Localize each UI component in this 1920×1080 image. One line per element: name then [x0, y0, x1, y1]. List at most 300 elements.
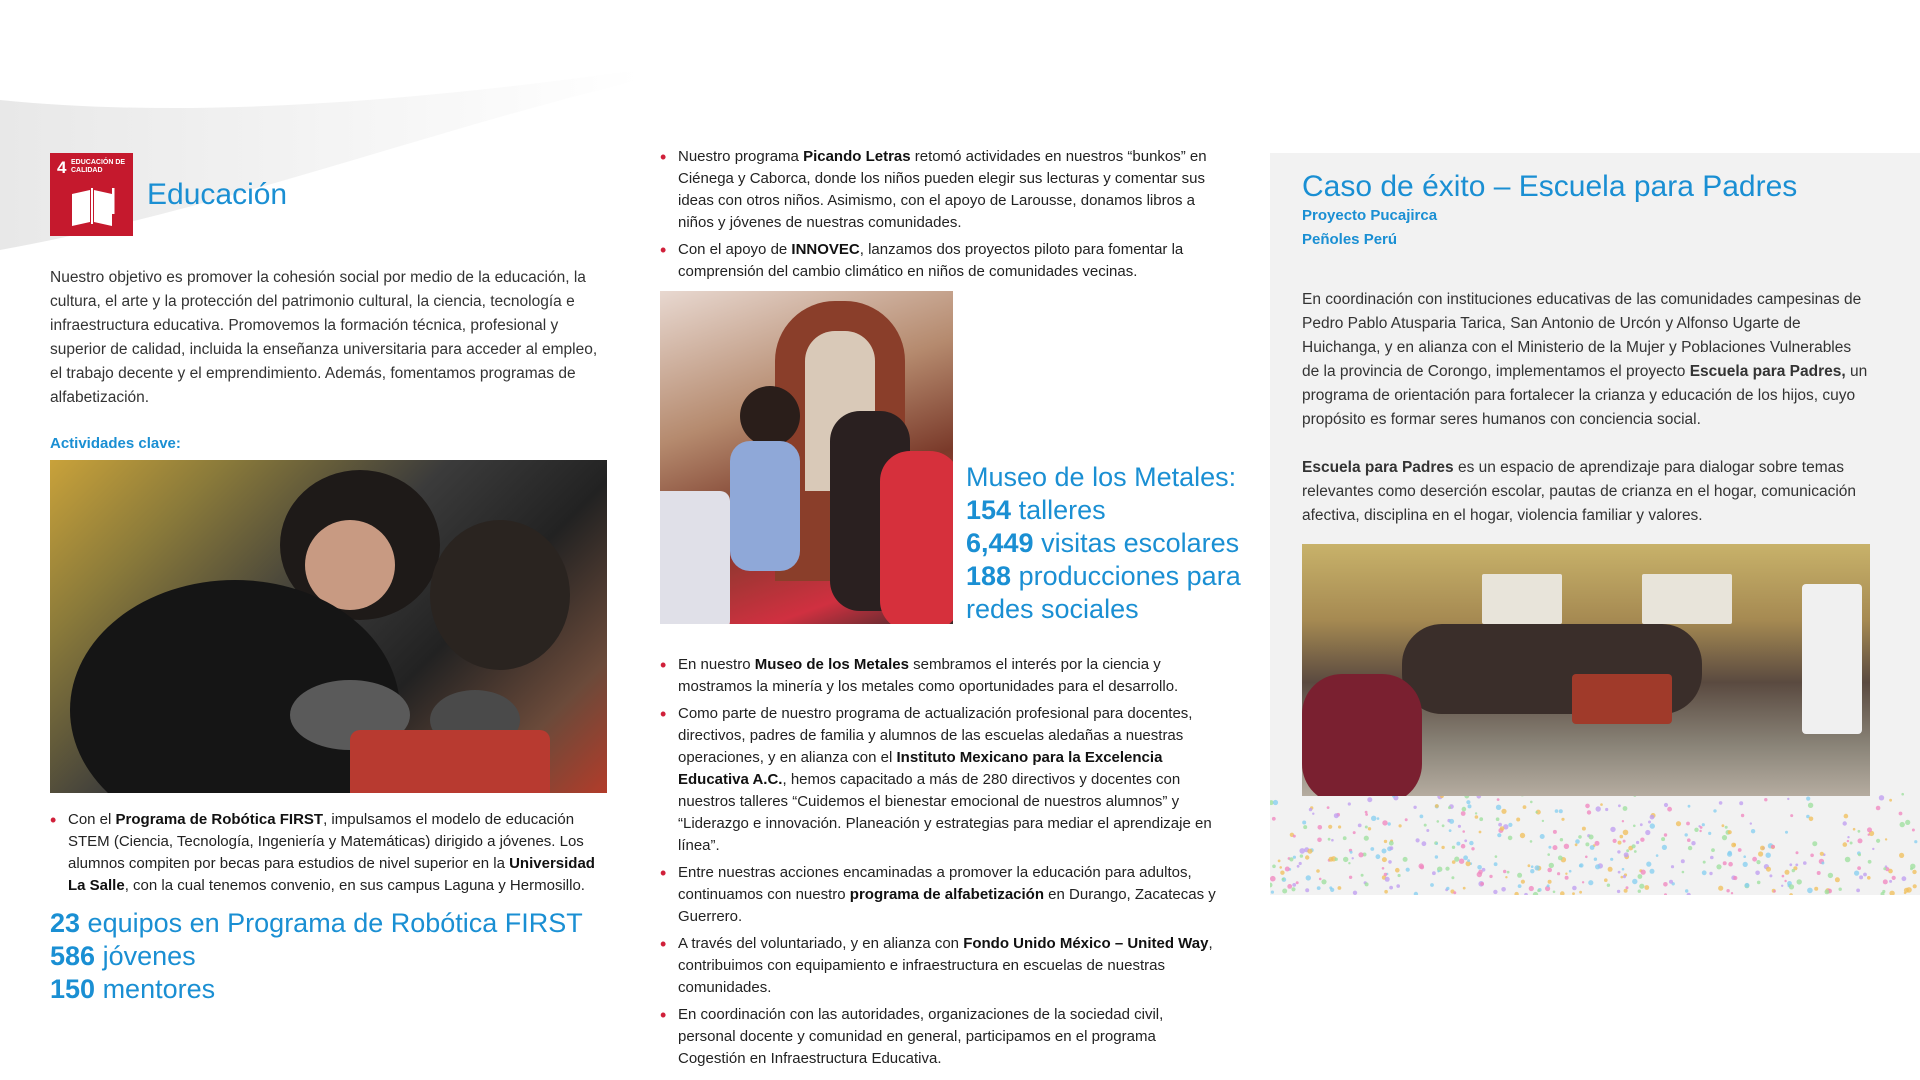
confetti-dot	[1500, 826, 1505, 831]
confetti-dot	[1688, 846, 1692, 850]
confetti-dot	[1498, 823, 1502, 827]
confetti-dot	[1889, 891, 1894, 895]
confetti-dot	[1382, 867, 1385, 870]
confetti-dot	[1806, 797, 1810, 801]
confetti-dot	[1461, 844, 1466, 849]
confetti-dot	[1582, 881, 1584, 883]
confetti-dot	[1384, 873, 1387, 876]
confetti-dot	[1309, 808, 1312, 811]
confetti-dot	[1622, 820, 1624, 822]
confetti-dot	[1743, 855, 1746, 858]
confetti-dot	[1905, 820, 1910, 825]
confetti-dot	[1812, 841, 1817, 846]
confetti-dot	[1508, 823, 1512, 827]
confetti-dot	[1787, 798, 1789, 800]
key-activities-heading: Actividades clave:	[50, 435, 181, 452]
confetti-dot	[1688, 805, 1691, 808]
confetti-dot	[1632, 844, 1636, 848]
confetti-dot	[1867, 827, 1872, 832]
confetti-dot	[1424, 824, 1427, 827]
confetti-dot	[1641, 870, 1646, 875]
confetti-dot	[1319, 878, 1322, 881]
confetti-dot	[1282, 878, 1285, 881]
case-study-column	[1302, 170, 1872, 796]
confetti-dot	[1463, 855, 1468, 860]
confetti-dot	[1365, 882, 1369, 886]
confetti-dot	[1728, 862, 1733, 867]
confetti-dot	[1318, 825, 1323, 830]
confetti-dot	[1420, 815, 1424, 819]
confetti-dot	[1703, 861, 1706, 864]
confetti-dot	[1533, 892, 1538, 895]
confetti-dot	[1719, 801, 1723, 805]
case-paragraph: En coordinación con instituciones educativas de las comunidades campesinas de Pedro Pablo Atusparia Tarica, San Antonio de Urcón y Alfonso Ugarte de Huichanga, y en alianza con el Ministerio de la Mujer y Poblaciones Vulnerables de la provincia de Corongo, implementamos el proyecto Escuela para Padres, un programa de orientación para fortalecer la crianza y educación de los hijos, cuyo propósito es formar seres humanos con conciencia social.	[1302, 291, 1868, 428]
confetti-dot	[1548, 880, 1552, 884]
confetti-dot	[1617, 850, 1620, 853]
confetti-dot	[1572, 886, 1577, 891]
confetti-dot	[1904, 888, 1909, 893]
confetti-dot	[1644, 885, 1649, 890]
confetti-dot	[1708, 832, 1711, 835]
confetti-dot	[1640, 823, 1643, 826]
confetti-dot	[1549, 863, 1554, 868]
confetti-dot	[1426, 829, 1429, 832]
confetti-dot	[1728, 851, 1732, 855]
confetti-dot	[1910, 864, 1915, 869]
confetti-dot	[1687, 838, 1691, 842]
confetti-dot	[1454, 857, 1459, 862]
confetti-dot	[1814, 887, 1818, 891]
confetti-dot	[1623, 830, 1629, 836]
confetti-dot	[1553, 845, 1558, 850]
confetti-dot	[1358, 852, 1363, 857]
confetti-dot	[1395, 868, 1400, 873]
confetti-dot	[1691, 841, 1695, 845]
confetti-dot	[1396, 884, 1400, 888]
confetti-dot	[1296, 881, 1299, 884]
confetti-dot	[1725, 826, 1728, 829]
confetti-dot	[1540, 834, 1545, 839]
confetti-dot	[1285, 867, 1290, 872]
robotics-photo	[50, 460, 607, 793]
confetti-dot	[1618, 871, 1621, 874]
confetti-dot	[1858, 838, 1863, 843]
confetti-dot	[1524, 893, 1528, 895]
confetti-dot	[1398, 874, 1401, 877]
robotics-bullets	[50, 809, 610, 897]
confetti-dot	[1618, 841, 1622, 845]
confetti-dot	[1585, 856, 1588, 859]
confetti-dot	[1741, 814, 1744, 817]
confetti-dot	[1405, 818, 1408, 821]
confetti-dot	[1535, 865, 1540, 870]
confetti-dot	[1382, 820, 1387, 825]
confetti-dot	[1620, 835, 1624, 839]
confetti-dot	[1348, 802, 1351, 805]
confetti-dot	[1293, 835, 1296, 838]
confetti-dot	[1464, 839, 1467, 842]
confetti-dot	[1353, 891, 1357, 895]
stat-line: 23 equipos en Programa de Robótica FIRST	[50, 908, 583, 938]
confetti-dot	[1370, 847, 1374, 851]
confetti-dot	[1743, 862, 1748, 867]
confetti-dot	[1302, 821, 1306, 825]
confetti-dot	[1353, 831, 1356, 834]
company-name: Peñoles Perú	[1302, 231, 1398, 248]
confetti-dot	[1733, 843, 1736, 846]
confetti-dot	[1710, 856, 1714, 860]
confetti-dot	[1617, 890, 1620, 893]
confetti-dot	[1452, 846, 1455, 849]
confetti-dot	[1858, 853, 1861, 856]
confetti-dot	[1299, 862, 1302, 865]
confetti-dot	[1769, 874, 1772, 877]
confetti-dot	[1416, 838, 1420, 842]
museo-block	[660, 291, 1241, 646]
confetti-dot	[1760, 846, 1765, 851]
confetti-dot	[1430, 883, 1434, 887]
confetti-dot	[1514, 892, 1518, 895]
confetti-dot	[1307, 849, 1312, 854]
confetti-dot	[1505, 876, 1507, 878]
confetti-dot	[1621, 876, 1624, 879]
confetti-dot	[1750, 822, 1752, 824]
confetti-dot	[1480, 882, 1484, 886]
confetti-dot	[1535, 811, 1537, 813]
confetti-dot	[1358, 824, 1362, 828]
confetti-dot	[1589, 835, 1594, 840]
confetti-dot	[1305, 888, 1309, 892]
confetti-dot	[1403, 857, 1408, 862]
confetti-dot	[1469, 841, 1473, 845]
confetti-dot	[1495, 855, 1498, 858]
confetti-dot	[1558, 856, 1563, 861]
intro-paragraph: Nuestro objetivo es promover la cohesión social por medio de la educación, la cultura, el arte y la protección del patrimonio cultural, la ciencia, tecnología e infraestructura educativa. Promovemos la formación técnica, profesional y superior de calidad, incluida la enseñanza universitaria para acceder al empleo, el trabajo decente y el emprendimiento. Además, fomentamos programas de alfabetización.	[50, 269, 598, 406]
confetti-dot	[1518, 884, 1522, 888]
case-paragraph: Escuela para Padres es un espacio de aprendizaje para dialogar sobre temas relevantes como deserción escolar, pautas de crianza en el hogar, comunicación afectiva, disciplina en el hogar, violencia familiar y valores.	[1302, 459, 1857, 524]
confetti-dot	[1766, 867, 1771, 872]
project-name: Proyecto Pucajirca	[1302, 207, 1438, 224]
confetti-dot	[1321, 879, 1326, 884]
confetti-dot	[1594, 858, 1597, 861]
confetti-dot	[1371, 816, 1376, 821]
sdg-number: 4	[57, 158, 67, 177]
confetti-dot	[1633, 825, 1636, 828]
confetti-dot	[1453, 891, 1456, 894]
confetti-dot	[1722, 835, 1727, 840]
confetti-dot	[1547, 868, 1552, 873]
confetti-dot	[1384, 840, 1387, 843]
open-book-icon	[68, 186, 116, 228]
confetti-dot	[1422, 841, 1427, 846]
confetti-dot	[1377, 817, 1380, 820]
case-study-title: Caso de éxito – Escuela para Padres	[1302, 170, 1798, 203]
confetti-dot	[1595, 864, 1600, 869]
stat-line: 586 jóvenes	[50, 941, 196, 971]
confetti-dot	[1420, 865, 1424, 869]
confetti-dot	[1694, 828, 1698, 832]
confetti-dot	[1671, 865, 1674, 868]
confetti-dot	[1456, 842, 1460, 846]
confetti-dot	[1856, 889, 1860, 893]
confetti-dot	[1752, 857, 1757, 862]
confetti-dot	[1560, 838, 1563, 841]
confetti-dot	[1477, 865, 1482, 870]
confetti-dot	[1449, 819, 1454, 824]
confetti-dot	[1825, 890, 1830, 895]
confetti-dot	[1912, 829, 1915, 832]
confetti-dot	[1287, 884, 1292, 889]
confetti-dot	[1451, 876, 1454, 879]
confetti-dot	[1709, 872, 1712, 875]
confetti-dot	[1462, 830, 1465, 833]
confetti-dot	[1289, 857, 1293, 861]
confetti-dot	[1328, 838, 1331, 841]
confetti-dot	[1328, 825, 1332, 829]
confetti-dot	[1388, 860, 1392, 864]
confetti-dot	[1478, 870, 1483, 875]
confetti-dot	[1582, 827, 1586, 831]
confetti-dot	[1623, 806, 1628, 811]
confetti-dot	[1575, 843, 1578, 846]
confetti-dot	[1406, 868, 1410, 872]
confetti-dot	[1682, 871, 1685, 874]
confetti-dot	[1702, 823, 1705, 826]
confetti-dot	[1317, 838, 1322, 843]
confetti-dot	[1607, 884, 1610, 887]
confetti-dot	[1664, 803, 1668, 807]
confetti-dot	[1646, 862, 1651, 867]
confetti-dot	[1463, 887, 1466, 890]
confetti-dot	[1364, 836, 1369, 841]
confetti-dot	[1781, 885, 1783, 887]
confetti-dot	[1650, 815, 1655, 820]
confetti-dot	[1626, 849, 1629, 852]
confetti-dot	[1872, 848, 1874, 850]
confetti-dot	[1718, 886, 1723, 891]
confetti-dot	[1270, 876, 1276, 882]
museum-photo	[660, 291, 953, 624]
confetti-dot	[1835, 877, 1840, 882]
confetti-dot	[1303, 825, 1307, 829]
confetti-dot	[1844, 814, 1849, 819]
confetti-dot	[1857, 866, 1861, 870]
confetti-dot	[1722, 824, 1725, 827]
confetti-dot	[1687, 893, 1691, 895]
confetti-dot	[1640, 838, 1644, 842]
confetti-dot	[1467, 859, 1470, 862]
confetti-dot	[1382, 857, 1387, 862]
confetti-dot	[1317, 886, 1321, 890]
confetti-dot	[1585, 842, 1589, 846]
confetti-dot	[1579, 864, 1582, 867]
confetti-dot	[1713, 809, 1716, 812]
confetti-dot	[1459, 859, 1464, 864]
confetti-dot	[1608, 867, 1613, 872]
confetti-dot	[1681, 859, 1685, 863]
confetti-dot	[1553, 891, 1556, 894]
confetti-dot	[1270, 883, 1273, 888]
confetti-dot	[1292, 883, 1296, 887]
confetti-dot	[1879, 795, 1884, 800]
confetti-dot	[1335, 858, 1338, 861]
confetti-dot	[1489, 875, 1492, 878]
list-item: • Con el apoyo de INNOVEC, lanzamos dos proyectos piloto para fomentar la comprensión del cambio climático en niños de comunidades vecinas.	[660, 239, 1220, 283]
confetti-dot	[1883, 867, 1886, 870]
confetti-dot	[1367, 797, 1372, 802]
confetti-dot	[1414, 892, 1418, 895]
confetti-dot	[1676, 821, 1681, 826]
confetti-dot	[1876, 806, 1881, 811]
sdg-4-badge	[50, 153, 133, 236]
confetti-dot	[1623, 875, 1626, 878]
confetti-dot	[1462, 807, 1467, 812]
confetti-dot	[1496, 805, 1501, 810]
confetti-dot	[1575, 839, 1580, 844]
confetti-dot	[1528, 864, 1531, 867]
confetti-dot	[1711, 848, 1715, 852]
stat-line: 6,449 visitas escolares	[966, 528, 1240, 558]
confetti-dot	[1789, 863, 1792, 866]
confetti-dot	[1437, 820, 1440, 823]
confetti-dot	[1789, 884, 1794, 889]
confetti-dot	[1702, 870, 1707, 875]
confetti-dot	[1508, 836, 1513, 841]
confetti-dot	[1757, 881, 1761, 885]
confetti-dot	[1726, 889, 1729, 892]
confetti-dot	[1521, 880, 1525, 884]
confetti-dot	[1312, 813, 1314, 815]
confetti-dot	[1466, 800, 1470, 804]
confetti-dot	[1291, 887, 1295, 891]
confetti-dot	[1436, 842, 1438, 844]
confetti-dot	[1587, 810, 1591, 814]
confetti-dot	[1331, 839, 1334, 842]
confetti-dot	[1699, 830, 1701, 832]
confetti-dot	[1889, 880, 1892, 883]
section-header	[50, 153, 610, 236]
confetti-dot	[1361, 874, 1364, 877]
confetti-dot	[1755, 871, 1760, 876]
confetti-dot	[1624, 852, 1629, 857]
confetti-dot	[1299, 848, 1305, 854]
list-item: • Como parte de nuestro programa de actualización profesional para docentes, directivos, padres de familia y alumnos de las escuelas aledañas a nuestras operaciones, y en alianza con el Instituto Mexicano para la Excelencia Educativa A.C., hemos capacitado a más de 280 directivos y docentes con nuestros talleres “Cuidemos el bienestar emocional de nuestros alumnos” y “Liderazgo e innovación. Planeación y estrategias para mediar el aprendizaje en línea”.	[660, 703, 1220, 857]
list-item: • En coordinación con las autoridades, organizaciones de la sociedad civil, personal docente y comunidad en general, participamos en el programa Cogestión en Infraestructura Educativa.	[660, 1004, 1220, 1070]
list-item: • Con el Programa de Robótica FIRST, impulsamos el modelo de educación STEM (Ciencia, Tecnología, Ingeniería y Matemáticas) dirigido a jóvenes. Los alumnos compiten por becas para estudios de nivel superior en la Universidad La Salle, con la cual tenemos convenio, en sus campus Laguna y Hermosillo.	[50, 809, 610, 897]
confetti-dot	[1596, 806, 1601, 811]
confetti-dot	[1605, 808, 1608, 811]
confetti-dot	[1446, 887, 1449, 890]
confetti-dot	[1280, 871, 1284, 875]
confetti-dot	[1663, 882, 1668, 887]
confetti-dot	[1530, 869, 1534, 873]
confetti-dot	[1306, 875, 1311, 880]
confetti-dot	[1839, 888, 1842, 891]
confetti-dot	[1441, 846, 1444, 849]
confetti-dot	[1795, 864, 1798, 867]
confetti-dot	[1902, 876, 1907, 881]
confetti-dot	[1913, 884, 1917, 888]
confetti-dot	[1850, 842, 1853, 845]
confetti-dot	[1413, 806, 1416, 809]
confetti-dot	[1828, 873, 1833, 878]
confetti-dot	[1272, 817, 1276, 821]
confetti-dot	[1716, 864, 1721, 869]
confetti-dot	[1854, 871, 1859, 876]
confetti-dot	[1389, 841, 1394, 846]
confetti-dot	[1792, 869, 1795, 872]
confetti-dot	[1494, 862, 1498, 866]
confetti-dot	[1604, 878, 1608, 882]
confetti-dot	[1561, 818, 1564, 821]
confetti-dot	[1745, 883, 1750, 888]
confetti-dot	[1565, 876, 1569, 880]
confetti-dot	[1445, 867, 1449, 871]
confetti-dot	[1843, 821, 1847, 825]
confetti-dot	[1389, 886, 1393, 890]
confetti-dot	[1600, 803, 1603, 806]
confetti-dot	[1899, 853, 1904, 858]
confetti-dot	[1669, 880, 1673, 884]
confetti-dot	[1343, 836, 1347, 840]
confetti-dot	[1613, 839, 1617, 843]
confetti-dot	[1639, 884, 1644, 889]
confetti-dot	[1634, 850, 1637, 853]
confetti-dot	[1685, 889, 1688, 892]
confetti-dot	[1590, 845, 1595, 850]
confetti-dot	[1501, 809, 1506, 814]
confetti-dot	[1388, 822, 1391, 825]
confetti-dot	[1523, 805, 1527, 809]
confetti-dot	[1728, 830, 1732, 834]
confetti-dot	[1808, 803, 1813, 808]
confetti-dot	[1623, 840, 1626, 843]
confetti-dot	[1789, 893, 1793, 895]
confetti-dot	[1384, 890, 1388, 894]
confetti-dot	[1578, 835, 1582, 839]
confetti-dot	[1282, 889, 1287, 894]
confetti-dot	[1555, 809, 1559, 813]
confetti-dot	[1548, 846, 1551, 849]
confetti-dot	[1329, 886, 1332, 889]
confetti-dot	[1399, 824, 1402, 827]
confetti-dot	[1664, 833, 1667, 836]
confetti-dot	[1368, 827, 1371, 830]
confetti-dot	[1758, 851, 1763, 856]
confetti-dot	[1329, 857, 1334, 862]
stat-line: 188 producciones para redes sociales	[966, 561, 1241, 624]
confetti-dot	[1559, 809, 1563, 813]
confetti-dot	[1442, 824, 1445, 827]
confetti-dot	[1626, 886, 1629, 889]
confetti-dot	[1564, 844, 1569, 849]
confetti-dot	[1572, 892, 1575, 895]
confetti-dot	[1656, 854, 1659, 857]
confetti-dot	[1810, 854, 1814, 858]
confetti-dot	[1493, 890, 1497, 894]
programs-bullets-top	[660, 146, 1220, 283]
confetti-dot	[1914, 840, 1917, 843]
confetti-dot	[1272, 865, 1276, 869]
confetti-dot	[1390, 846, 1394, 850]
confetti-dot	[1537, 889, 1540, 892]
confetti-dot	[1382, 849, 1387, 854]
confetti-dot	[1569, 870, 1572, 873]
confetti-dot	[1503, 870, 1506, 873]
confetti-dot	[1385, 877, 1390, 882]
programs-bullets-bottom	[660, 654, 1220, 1070]
confetti-dot	[1501, 887, 1506, 892]
